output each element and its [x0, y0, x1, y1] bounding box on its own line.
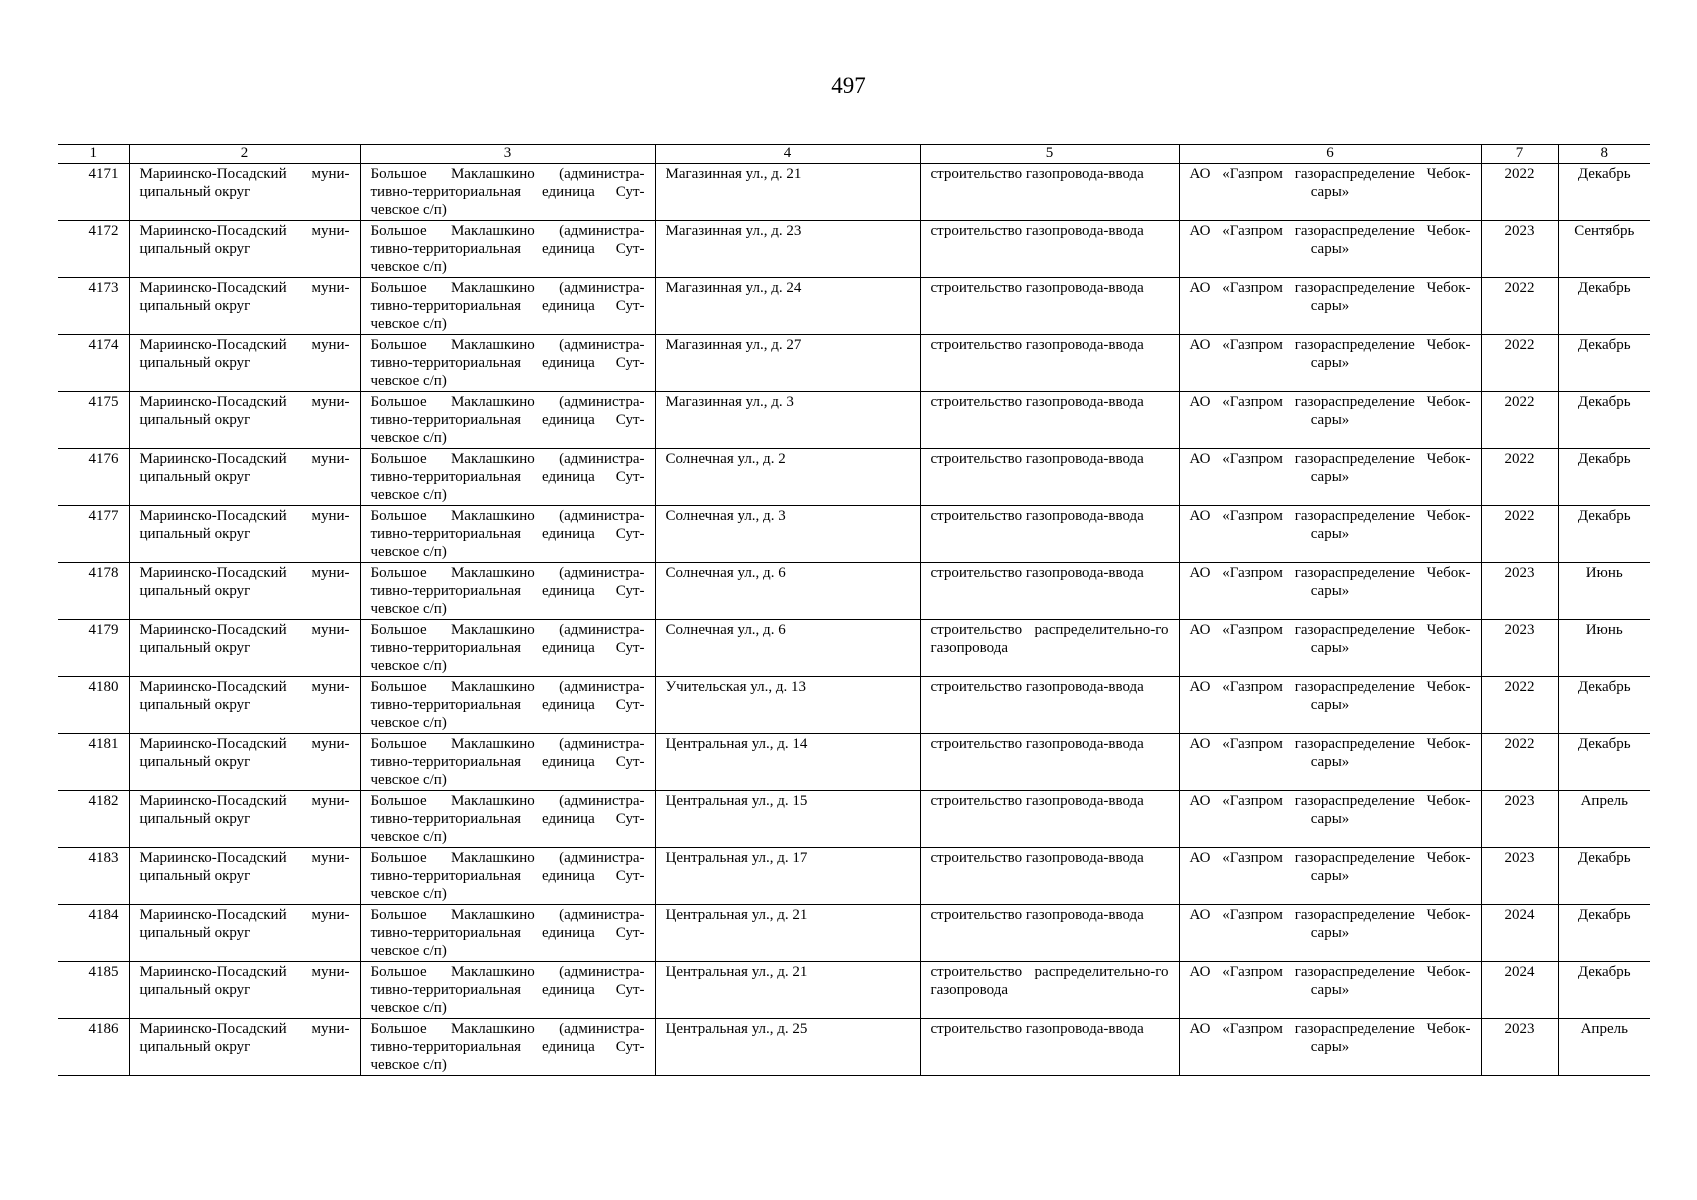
address-cell: Центральная ул., д. 15	[655, 791, 920, 848]
settlement-cell: Большое Маклашкино (администра-тивно-территориальная единица Сут-чевское с/п)	[360, 734, 655, 791]
work-type-cell: строительство газопровода-ввода	[920, 278, 1179, 335]
work-type-cell: строительство распределительно-го газопровода	[920, 962, 1179, 1019]
organization-cell: АО «Газпром газораспределение Чебок-сары»	[1179, 563, 1481, 620]
settlement-cell: Большое Маклашкино (администра-тивно-территориальная единица Сут-чевское с/п)	[360, 905, 655, 962]
month-cell: Апрель	[1558, 791, 1650, 848]
table-row	[58, 734, 1650, 791]
table-body	[58, 164, 1650, 1076]
address-cell: Магазинная ул., д. 24	[655, 278, 920, 335]
month-cell: Декабрь	[1558, 962, 1650, 1019]
settlement-cell: Большое Маклашкино (администра-тивно-территориальная единица Сут-чевское с/п)	[360, 848, 655, 905]
work-type-cell: строительство газопровода-ввода	[920, 905, 1179, 962]
row-number-cell: 4177	[58, 506, 129, 563]
address-cell: Магазинная ул., д. 27	[655, 335, 920, 392]
month-cell: Декабрь	[1558, 278, 1650, 335]
column-header-1: 1	[58, 145, 129, 164]
address-cell: Центральная ул., д. 21	[655, 905, 920, 962]
address-cell: Центральная ул., д. 25	[655, 1019, 920, 1076]
table-row	[58, 791, 1650, 848]
table-row	[58, 392, 1650, 449]
year-cell: 2023	[1481, 620, 1558, 677]
column-header-8: 8	[1558, 145, 1650, 164]
row-number-cell: 4179	[58, 620, 129, 677]
column-header-6: 6	[1179, 145, 1481, 164]
organization-cell: АО «Газпром газораспределение Чебок-сары»	[1179, 791, 1481, 848]
table-row	[58, 278, 1650, 335]
settlement-cell: Большое Маклашкино (администра-тивно-территориальная единица Сут-чевское с/п)	[360, 164, 655, 221]
month-cell: Декабрь	[1558, 335, 1650, 392]
organization-cell: АО «Газпром газораспределение Чебок-сары»	[1179, 506, 1481, 563]
work-type-cell: строительство газопровода-ввода	[920, 221, 1179, 278]
address-cell: Магазинная ул., д. 23	[655, 221, 920, 278]
work-type-cell: строительство газопровода-ввода	[920, 677, 1179, 734]
year-cell: 2024	[1481, 962, 1558, 1019]
organization-cell: АО «Газпром газораспределение Чебок-сары»	[1179, 392, 1481, 449]
table-row	[58, 677, 1650, 734]
district-cell: Мариинско-Посадский муни-ципальный округ	[129, 278, 360, 335]
row-number-cell: 4184	[58, 905, 129, 962]
settlement-cell: Большое Маклашкино (администра-тивно-территориальная единица Сут-чевское с/п)	[360, 221, 655, 278]
month-cell: Декабрь	[1558, 677, 1650, 734]
work-type-cell: строительство газопровода-ввода	[920, 734, 1179, 791]
column-header-5: 5	[920, 145, 1179, 164]
year-cell: 2022	[1481, 164, 1558, 221]
address-cell: Учительская ул., д. 13	[655, 677, 920, 734]
district-cell: Мариинско-Посадский муни-ципальный округ	[129, 620, 360, 677]
row-number-cell: 4172	[58, 221, 129, 278]
settlement-cell: Большое Маклашкино (администра-тивно-территориальная единица Сут-чевское с/п)	[360, 791, 655, 848]
year-cell: 2023	[1481, 221, 1558, 278]
row-number-cell: 4178	[58, 563, 129, 620]
organization-cell: АО «Газпром газораспределение Чебок-сары»	[1179, 620, 1481, 677]
district-cell: Мариинско-Посадский муни-ципальный округ	[129, 392, 360, 449]
row-number-cell: 4174	[58, 335, 129, 392]
year-cell: 2024	[1481, 905, 1558, 962]
table-row	[58, 620, 1650, 677]
district-cell: Мариинско-Посадский муни-ципальный округ	[129, 905, 360, 962]
year-cell: 2022	[1481, 506, 1558, 563]
table-row	[58, 563, 1650, 620]
work-type-cell: строительство газопровода-ввода	[920, 848, 1179, 905]
work-type-cell: строительство газопровода-ввода	[920, 791, 1179, 848]
year-cell: 2023	[1481, 563, 1558, 620]
month-cell: Апрель	[1558, 1019, 1650, 1076]
district-cell: Мариинско-Посадский муни-ципальный округ	[129, 335, 360, 392]
month-cell: Сентябрь	[1558, 221, 1650, 278]
settlement-cell: Большое Маклашкино (администра-тивно-территориальная единица Сут-чевское с/п)	[360, 506, 655, 563]
organization-cell: АО «Газпром газораспределение Чебок-сары»	[1179, 449, 1481, 506]
year-cell: 2022	[1481, 335, 1558, 392]
organization-cell: АО «Газпром газораспределение Чебок-сары»	[1179, 164, 1481, 221]
month-cell: Июнь	[1558, 563, 1650, 620]
work-type-cell: строительство газопровода-ввода	[920, 563, 1179, 620]
year-cell: 2023	[1481, 1019, 1558, 1076]
district-cell: Мариинско-Посадский муни-ципальный округ	[129, 221, 360, 278]
district-cell: Мариинско-Посадский муни-ципальный округ	[129, 164, 360, 221]
address-cell: Солнечная ул., д. 3	[655, 506, 920, 563]
organization-cell: АО «Газпром газораспределение Чебок-сары»	[1179, 734, 1481, 791]
month-cell: Декабрь	[1558, 734, 1650, 791]
district-cell: Мариинско-Посадский муни-ципальный округ	[129, 563, 360, 620]
settlement-cell: Большое Маклашкино (администра-тивно-территориальная единица Сут-чевское с/п)	[360, 392, 655, 449]
table-row	[58, 1019, 1650, 1076]
work-type-cell: строительство распределительно-го газопровода	[920, 620, 1179, 677]
district-cell: Мариинско-Посадский муни-ципальный округ	[129, 1019, 360, 1076]
table-row	[58, 449, 1650, 506]
settlement-cell: Большое Маклашкино (администра-тивно-территориальная единица Сут-чевское с/п)	[360, 677, 655, 734]
month-cell: Июнь	[1558, 620, 1650, 677]
row-number-cell: 4186	[58, 1019, 129, 1076]
work-type-cell: строительство газопровода-ввода	[920, 164, 1179, 221]
settlement-cell: Большое Маклашкино (администра-тивно-территориальная единица Сут-чевское с/п)	[360, 335, 655, 392]
column-header-4: 4	[655, 145, 920, 164]
row-number-cell: 4183	[58, 848, 129, 905]
settlement-cell: Большое Маклашкино (администра-тивно-территориальная единица Сут-чевское с/п)	[360, 1019, 655, 1076]
table-row	[58, 221, 1650, 278]
year-cell: 2022	[1481, 734, 1558, 791]
address-cell: Солнечная ул., д. 2	[655, 449, 920, 506]
row-number-cell: 4173	[58, 278, 129, 335]
page-number: 497	[831, 73, 866, 98]
table-row	[58, 905, 1650, 962]
row-number-cell: 4175	[58, 392, 129, 449]
settlement-cell: Большое Маклашкино (администра-тивно-территориальная единица Сут-чевское с/п)	[360, 620, 655, 677]
address-cell: Магазинная ул., д. 3	[655, 392, 920, 449]
district-cell: Мариинско-Посадский муни-ципальный округ	[129, 506, 360, 563]
table-row	[58, 335, 1650, 392]
table-row	[58, 506, 1650, 563]
district-cell: Мариинско-Посадский муни-ципальный округ	[129, 677, 360, 734]
row-number-cell: 4182	[58, 791, 129, 848]
district-cell: Мариинско-Посадский муни-ципальный округ	[129, 449, 360, 506]
month-cell: Декабрь	[1558, 449, 1650, 506]
work-type-cell: строительство газопровода-ввода	[920, 392, 1179, 449]
settlement-cell: Большое Маклашкино (администра-тивно-территориальная единица Сут-чевское с/п)	[360, 449, 655, 506]
work-type-cell: строительство газопровода-ввода	[920, 449, 1179, 506]
column-header-2: 2	[129, 145, 360, 164]
table-header	[58, 145, 1650, 164]
address-cell: Центральная ул., д. 17	[655, 848, 920, 905]
organization-cell: АО «Газпром газораспределение Чебок-сары»	[1179, 1019, 1481, 1076]
row-number-cell: 4176	[58, 449, 129, 506]
year-cell: 2022	[1481, 677, 1558, 734]
year-cell: 2023	[1481, 791, 1558, 848]
month-cell: Декабрь	[1558, 905, 1650, 962]
address-cell: Солнечная ул., д. 6	[655, 563, 920, 620]
row-number-cell: 4181	[58, 734, 129, 791]
year-cell: 2022	[1481, 278, 1558, 335]
year-cell: 2022	[1481, 392, 1558, 449]
settlement-cell: Большое Маклашкино (администра-тивно-территориальная единица Сут-чевское с/п)	[360, 563, 655, 620]
organization-cell: АО «Газпром газораспределение Чебок-сары»	[1179, 848, 1481, 905]
month-cell: Декабрь	[1558, 848, 1650, 905]
table-row	[58, 848, 1650, 905]
header-row	[58, 145, 1650, 164]
row-number-cell: 4185	[58, 962, 129, 1019]
district-cell: Мариинско-Посадский муни-ципальный округ	[129, 791, 360, 848]
settlement-cell: Большое Маклашкино (администра-тивно-территориальная единица Сут-чевское с/п)	[360, 962, 655, 1019]
row-number-cell: 4171	[58, 164, 129, 221]
organization-cell: АО «Газпром газораспределение Чебок-сары»	[1179, 335, 1481, 392]
month-cell: Декабрь	[1558, 164, 1650, 221]
organization-cell: АО «Газпром газораспределение Чебок-сары»	[1179, 962, 1481, 1019]
settlement-cell: Большое Маклашкино (администра-тивно-территориальная единица Сут-чевское с/п)	[360, 278, 655, 335]
organization-cell: АО «Газпром газораспределение Чебок-сары»	[1179, 221, 1481, 278]
organization-cell: АО «Газпром газораспределение Чебок-сары»	[1179, 278, 1481, 335]
table-row	[58, 962, 1650, 1019]
address-cell: Центральная ул., д. 14	[655, 734, 920, 791]
year-cell: 2022	[1481, 449, 1558, 506]
table-row	[58, 164, 1650, 221]
month-cell: Декабрь	[1558, 506, 1650, 563]
work-type-cell: строительство газопровода-ввода	[920, 506, 1179, 563]
organization-cell: АО «Газпром газораспределение Чебок-сары»	[1179, 905, 1481, 962]
address-cell: Центральная ул., д. 21	[655, 962, 920, 1019]
row-number-cell: 4180	[58, 677, 129, 734]
district-cell: Мариинско-Посадский муни-ципальный округ	[129, 734, 360, 791]
column-header-7: 7	[1481, 145, 1558, 164]
district-cell: Мариинско-Посадский муни-ципальный округ	[129, 962, 360, 1019]
year-cell: 2023	[1481, 848, 1558, 905]
work-type-cell: строительство газопровода-ввода	[920, 335, 1179, 392]
address-cell: Солнечная ул., д. 6	[655, 620, 920, 677]
gasification-table	[58, 144, 1650, 1076]
district-cell: Мариинско-Посадский муни-ципальный округ	[129, 848, 360, 905]
organization-cell: АО «Газпром газораспределение Чебок-сары»	[1179, 677, 1481, 734]
address-cell: Магазинная ул., д. 21	[655, 164, 920, 221]
work-type-cell: строительство газопровода-ввода	[920, 1019, 1179, 1076]
month-cell: Декабрь	[1558, 392, 1650, 449]
column-header-3: 3	[360, 145, 655, 164]
